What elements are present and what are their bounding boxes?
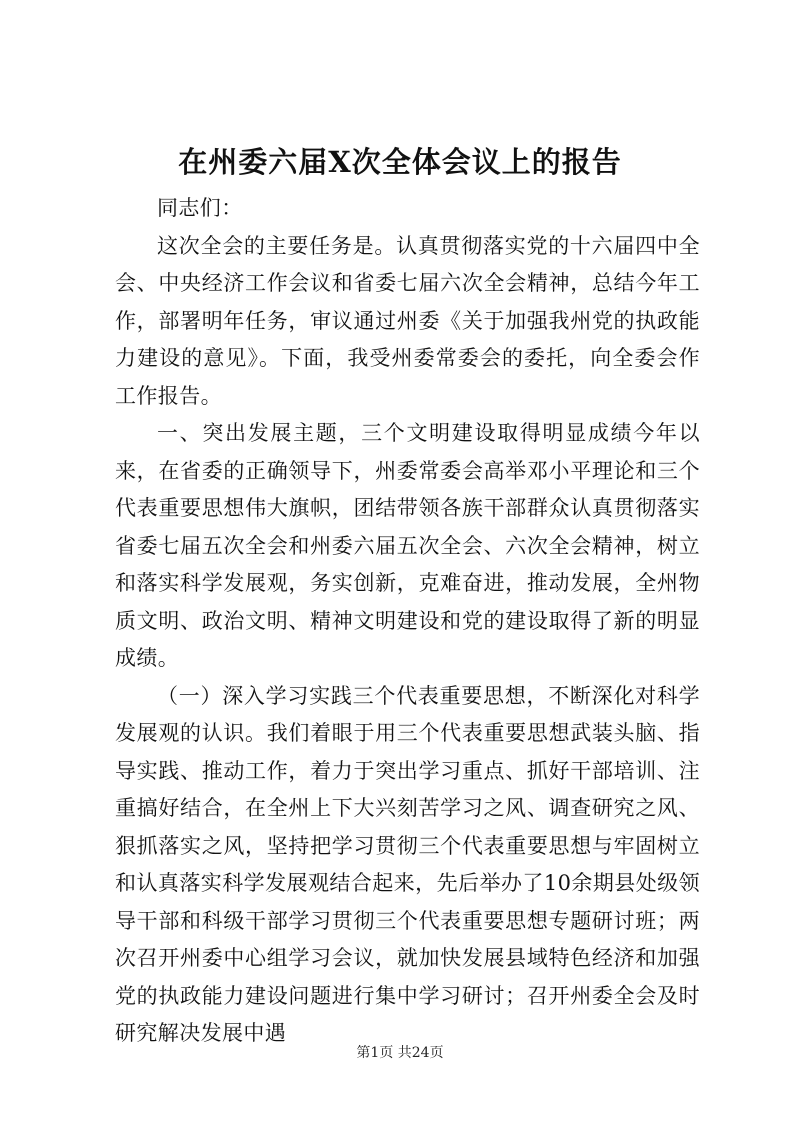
document-title: 在州委六届X次全体会议上的报告 — [178, 145, 622, 179]
page-number-footer: 第1页 共24页 — [356, 1045, 444, 1061]
paragraph-section-one: 一、突出发展主题，三个文明建设取得明显成绩今年以来，在省委的正确领导下，州委常委会高举邓小平理论和三个代表重要思想伟大旗帜，团结带领各族干部群众认真贯彻落实省委七届五次全会和州委六届五次全会、六次全会精神，树立和落实科学发展观，务实创新，克难奋进，推动发展，全州物质文明、政治文明、精神文明建设和党的建设取得了新的明显成绩。 — [115, 421, 700, 670]
paragraph-subsection-one: （一）深入学习实践三个代表重要思想，不断深化对科学发展观的认识。我们着眼于用三个代表重要思想武装头脑、指导实践、推动工作，着力于突出学习重点、抓好干部培训、注重搞好结合，在全州上下大兴刻苦学习之风、调查研究之风、狠抓落实之风，坚持把学习贯彻三个代表重要思想与牢固树立和认真落实科学发展观结合起来，先后举办了10余期县处级领导干部和科级干部学习贯彻三个代表重要思想专题研讨班；两次召开州委中心组学习会议，就加快发展县域特色经济和加强党的执政能力建设问题进行集中学习研讨；召开州委全会及时研究解决发展中遇 — [115, 683, 700, 1045]
salutation: 同志们： — [157, 196, 243, 220]
paragraph-intro: 这次全会的主要任务是。认真贯彻落实党的十六届四中全会、中央经济工作会议和省委七届六次全会精神，总结今年工作，部署明年任务，审议通过州委《关于加强我州党的执政能力建设的意见》。下面，我受州委常委会的委托，向全委会作工作报告。 — [115, 233, 700, 408]
document-body — [115, 190, 700, 1053]
